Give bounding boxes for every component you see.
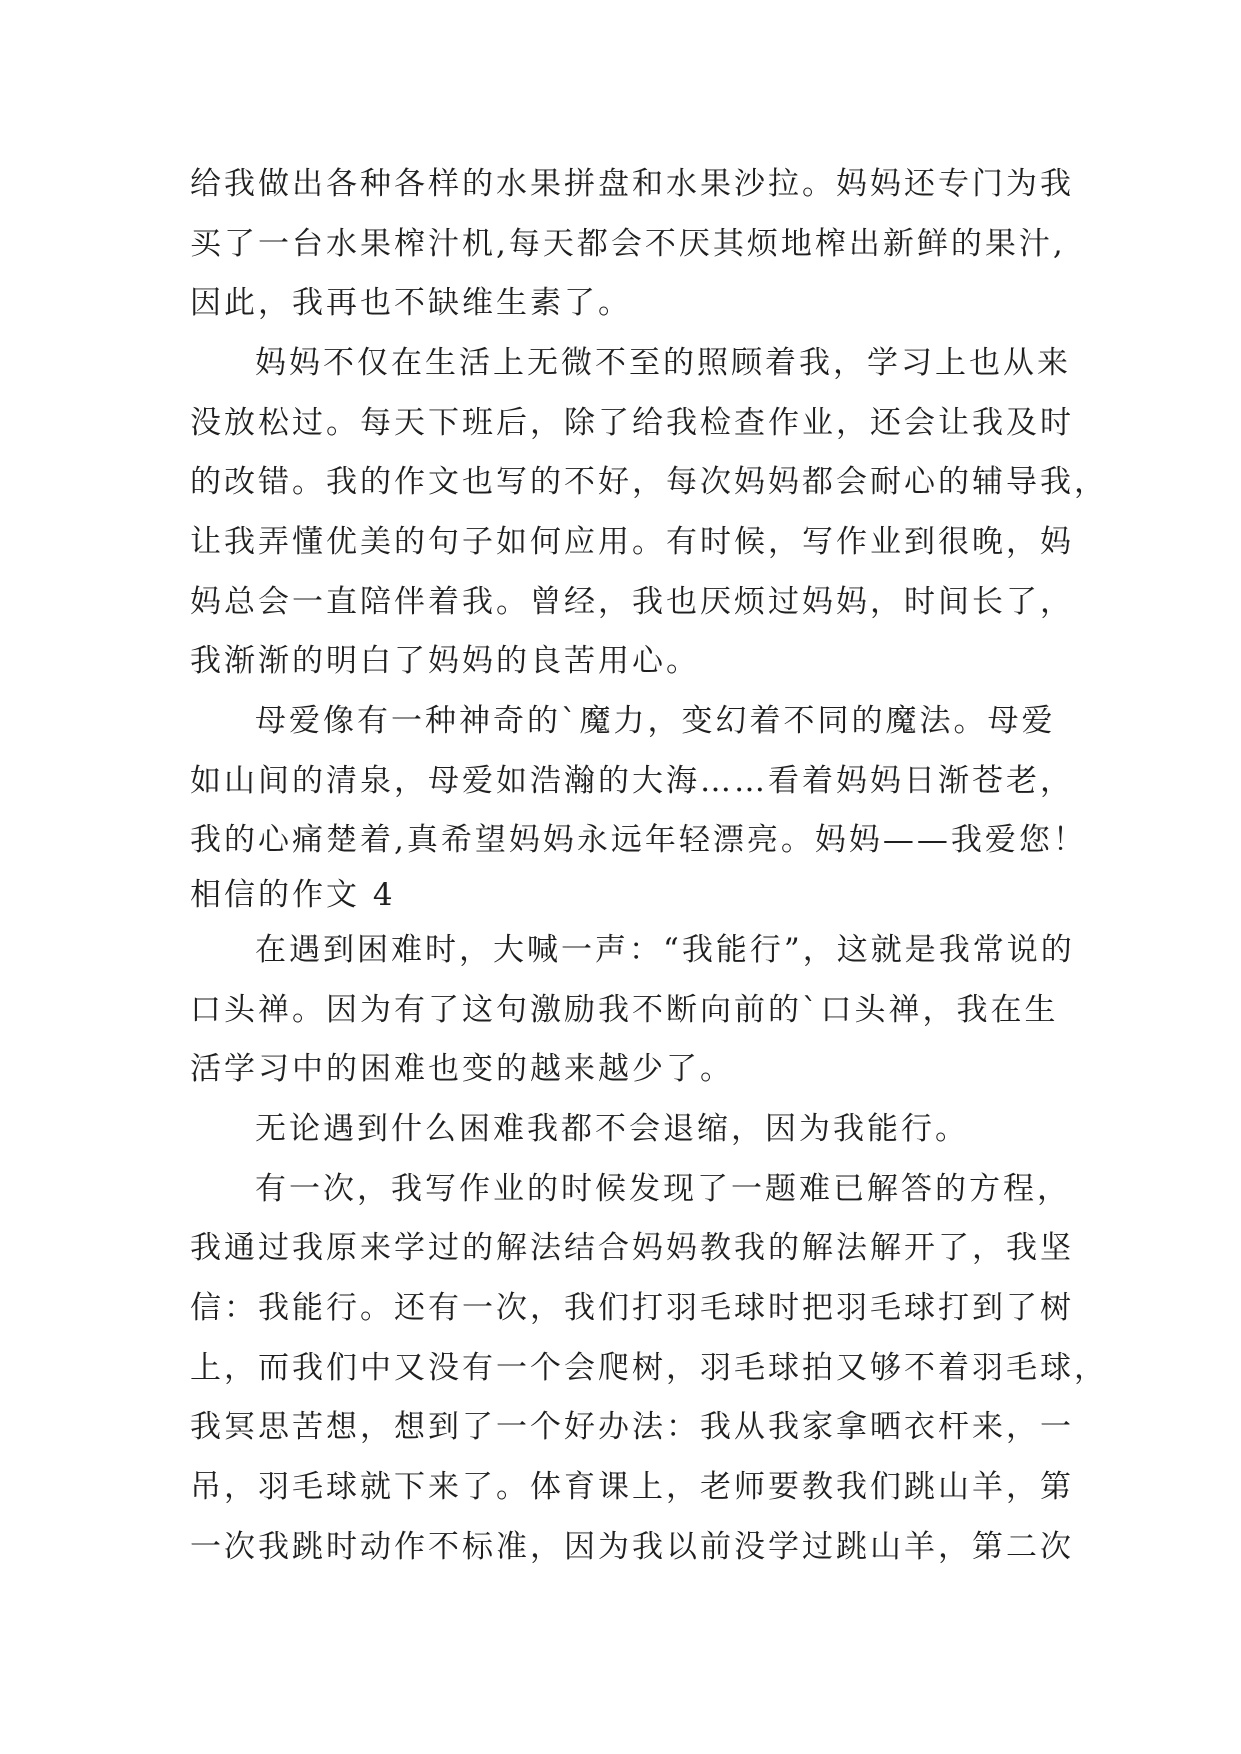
- text-line: 我冥思苦想，想到了一个好办法：我从我家拿晒衣杆来，一: [190, 1409, 1074, 1445]
- text-line: 无论遇到什么困难我都不会退缩，因为我能行。: [255, 1111, 969, 1147]
- text-line: 妈妈不仅在生活上无微不至的照顾着我，学习上也从来: [255, 345, 1071, 381]
- text-line: 有一次，我写作业的时候发现了一题难已解答的方程，: [255, 1171, 1071, 1207]
- text-line: 如山间的清泉，母爱如浩瀚的大海……看着妈妈日渐苍老，: [190, 763, 1074, 799]
- text-line: 的改错。我的作文也写的不好，每次妈妈都会耐心的辅导我，: [190, 464, 1108, 500]
- text-line: 没放松过。每天下班后，除了给我检查作业，还会让我及时: [190, 405, 1074, 441]
- text-line: 上，而我们中又没有一个会爬树，羽毛球拍又够不着羽毛球，: [190, 1350, 1108, 1386]
- text-line: 口头禅。因为有了这句激励我不断向前的`口头禅，我在生: [190, 992, 1059, 1028]
- text-line: 我通过我原来学过的解法结合妈妈教我的解法解开了，我坚: [190, 1230, 1074, 1266]
- text-line: 给我做出各种各样的水果拼盘和水果沙拉。妈妈还专门为我: [190, 166, 1074, 202]
- text-line: 让我弄懂优美的句子如何应用。有时候，写作业到很晚，妈: [190, 524, 1074, 560]
- text-line: 活学习中的困难也变的越来越少了。: [190, 1051, 734, 1087]
- section-heading: 相信的作文 4: [190, 877, 396, 913]
- text-line: 买了一台水果榨汁机,每天都会不厌其烦地榨出新鲜的果汁,: [190, 226, 1066, 262]
- text-line: 一次我跳时动作不标准，因为我以前没学过跳山羊，第二次: [190, 1529, 1074, 1565]
- text-line: 我渐渐的明白了妈妈的良苦用心。: [190, 643, 700, 679]
- text-line: 妈总会一直陪伴着我。曾经，我也厌烦过妈妈，时间长了，: [190, 584, 1074, 620]
- text-line: 信：我能行。还有一次，我们打羽毛球时把羽毛球打到了树: [190, 1290, 1074, 1326]
- text-line: 因此，我再也不缺维生素了。: [190, 285, 632, 321]
- text-line: 母爱像有一种神奇的`魔力，变幻着不同的魔法。母爱: [255, 703, 1056, 739]
- text-line: 在遇到困难时，大喊一声：“我能行”，这就是我常说的: [255, 932, 1075, 968]
- text-line: 吊，羽毛球就下来了。体育课上，老师要教我们跳山羊，第: [190, 1469, 1074, 1505]
- text-line: 我的心痛楚着,真希望妈妈永远年轻漂亮。妈妈——我爱您！: [190, 822, 1087, 858]
